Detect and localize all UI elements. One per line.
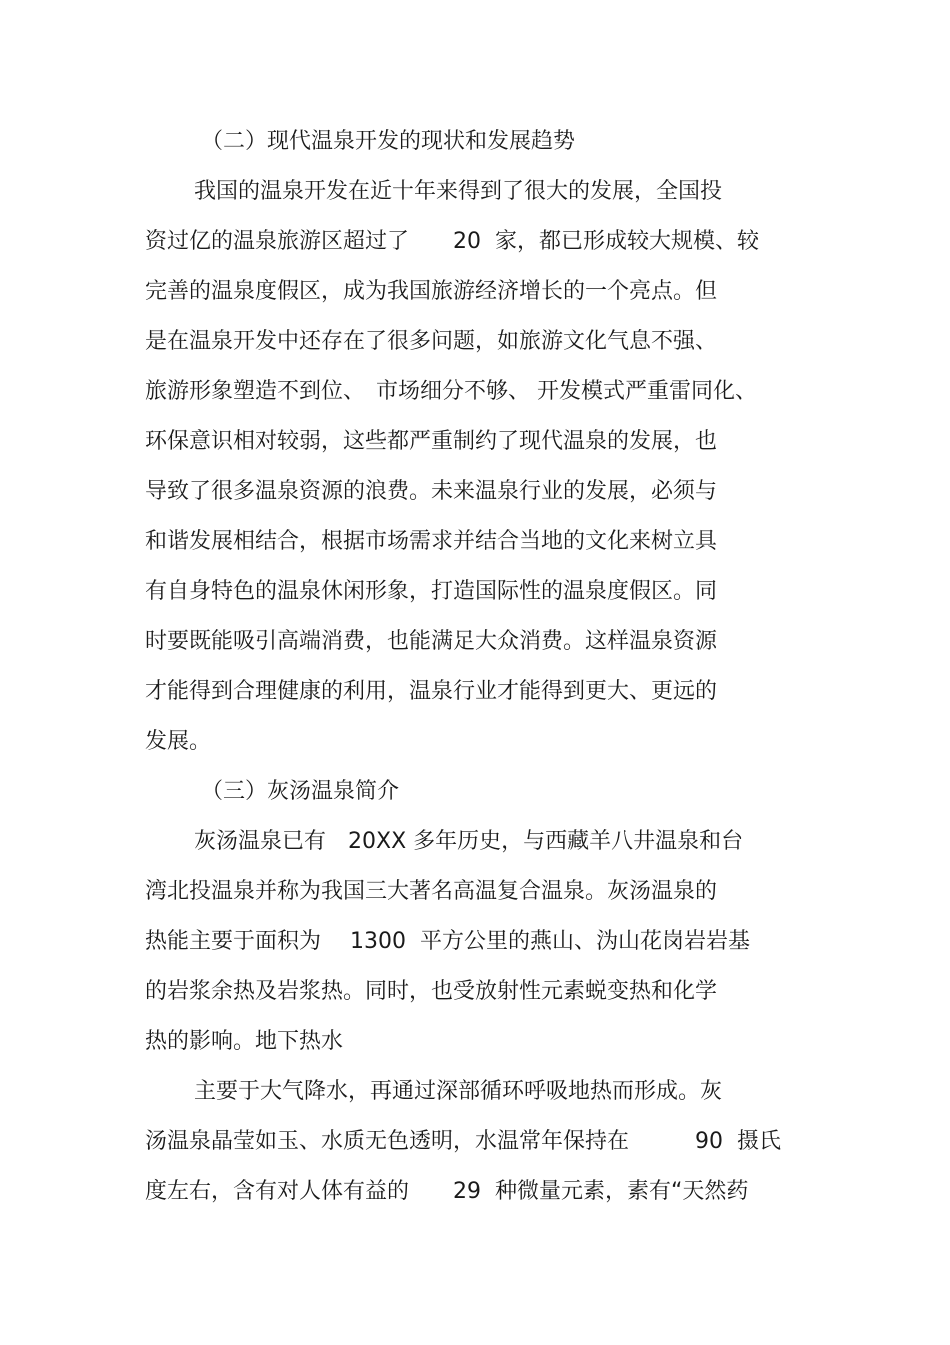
paragraph-line: 有自身特色的温泉休闲形象，打造国际性的温泉度假区。同 (145, 579, 718, 604)
paragraph-line: 才能得到合理健康的利用，温泉行业才能得到更大、更远的 (145, 679, 718, 704)
paragraph-line: 旅游形象塑造不到位、 市场细分不够、 开发模式严重雷同化、 (145, 379, 757, 404)
paragraph-line: 环保意识相对较弱，这些都严重制约了现代温泉的发展，也 (145, 429, 718, 454)
section-heading-3: （三）灰汤温泉简介 (201, 779, 400, 804)
paragraph-line: 发展。 (145, 729, 212, 754)
paragraph-line: 完善的温泉度假区，成为我国旅游经济增长的一个亮点。但 (145, 279, 718, 304)
paragraph-line: 湾北投温泉并称为我国三大著名高温复合温泉。灰汤温泉的 (145, 879, 718, 904)
paragraph-line: 我国的温泉开发在近十年来得到了很大的发展，全国投 (194, 179, 723, 204)
paragraph-line: 的岩浆余热及岩浆热。同时，也受放射性元素蜕变热和化学 (145, 979, 718, 1004)
paragraph-line: 资过亿的温泉旅游区超过了 20 家，都已形成较大规模、较 (145, 229, 759, 254)
paragraph-line: 灰汤温泉已有 20XX 多年历史，与西藏羊八井温泉和台 (194, 829, 744, 854)
section-heading-2: （二）现代温泉开发的现状和发展趋势 (201, 129, 576, 154)
paragraph-line: 时要既能吸引高端消费，也能满足大众消费。这样温泉资源 (145, 629, 718, 654)
paragraph-line: 汤温泉晶莹如玉、水质无色透明，水温常年保持在 90 摄氏 (145, 1129, 781, 1154)
paragraph-line: 导致了很多温泉资源的浪费。未来温泉行业的发展，必须与 (145, 479, 718, 504)
paragraph-line: 是在温泉开发中还存在了很多问题，如旅游文化气息不强、 (145, 329, 718, 354)
paragraph-line: 和谐发展相结合，根据市场需求并结合当地的文化来树立具 (145, 529, 718, 554)
paragraph-line: 热能主要于面积为 1300 平方公里的燕山、沩山花岗岩岩基 (145, 929, 750, 954)
paragraph-line: 热的影响。地下热水 (145, 1029, 344, 1054)
paragraph-line: 主要于大气降水，再通过深部循环呼吸地热而形成。灰 (194, 1079, 723, 1104)
paragraph-line: 度左右，含有对人体有益的 29 种微量元素，素有“天然药 (145, 1179, 749, 1204)
